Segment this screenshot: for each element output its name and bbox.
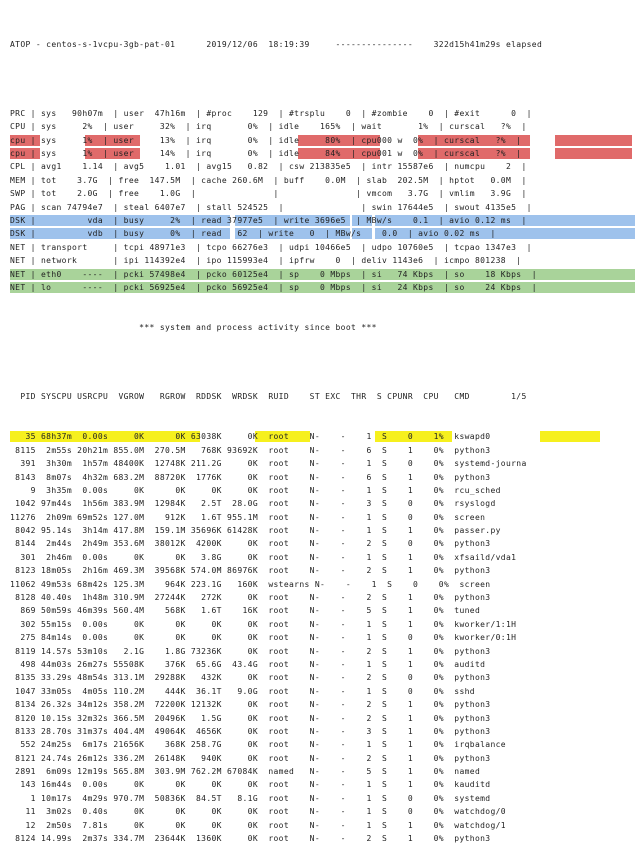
process-row [10, 551, 635, 564]
process-text: 8119 14.57s 53m10s 2.1G 1.8G 73236K 0K root N- - 2 S 1 0% python3 [10, 646, 491, 656]
process-row [10, 698, 635, 711]
process-column-header [10, 390, 635, 403]
atop-header-line [10, 38, 635, 51]
process-text: 143 16m44s 0.00s 0K 0K 0K 0K root N- - 1 S 1 0% kauditd [10, 780, 491, 790]
system-stat-row [10, 120, 635, 133]
system-stat-row [10, 107, 635, 120]
highlight-band [555, 148, 632, 159]
highlight-band [555, 135, 632, 146]
process-text: 869 50m59s 46m39s 560.4M 568K 1.6T 16K root N- - 5 S 1 0% tuned [10, 606, 481, 616]
process-row [10, 444, 635, 457]
process-text: 1047 33m05s 4m05s 110.2M 444K 36.1T 9.0G root N- - 1 S 0 0% sshd [10, 686, 475, 696]
process-text: 8128 40.40s 1h48m 310.9M 27244K 272K 0K root N- - 2 S 1 0% python3 [10, 593, 491, 603]
process-row [10, 497, 635, 510]
system-stat-row [10, 227, 635, 240]
process-row [10, 832, 635, 845]
system-stat-text: NET | lo ---- | pcki 56925e4 | pcko 56925e4 | sp 0 Mbps | si 24 Kbps | so 24 Kbps | [10, 282, 537, 292]
system-stat-row [10, 214, 635, 227]
process-list [10, 430, 635, 845]
system-stat-text: SWP | tot 2.0G | free 1.0G | | | vmcom 3.7G | vmlim 3.9G | [10, 189, 527, 199]
process-text: 11062 49m53s 68m42s 125.3M 964K 223.1G 160K wstearns N- - 1 S 0 0% screen [10, 579, 491, 589]
system-stat-row [10, 160, 635, 173]
process-row [10, 618, 635, 631]
process-text: 8144 2m44s 2h49m 353.6M 38012K 4200K 0K root N- - 2 S 0 0% python3 [10, 539, 491, 549]
atop-terminal [10, 11, 635, 859]
process-row [10, 645, 635, 658]
highlight-band [540, 431, 600, 442]
process-row [10, 524, 635, 537]
system-stat-text: PRC | sys 90h07m | user 47h16m | #proc 129 | #trsplu 0 | #zombie 0 | #exit 0 | [10, 108, 532, 118]
process-row [10, 537, 635, 550]
process-text: 301 2h46m 0.00s 0K 0K 3.8G 0K root N- - 1 S 1 0% xfsaild/vda1 [10, 552, 517, 562]
activity-title: *** system and process activity since boot *** [10, 323, 377, 333]
system-stat-text: cpu | sys 1% | user 13% | irq 0% | idle 80% | cpu000 w 0% | curscal ?% | [10, 135, 522, 145]
process-text: 8134 26.32s 34m12s 358.2M 72200K 12132K 0K root N- - 2 S 1 0% python3 [10, 700, 491, 710]
process-text: 8123 18m05s 2h16m 469.3M 39568K 574.0M 86976K root N- - 2 S 1 0% python3 [10, 566, 491, 576]
system-stat-row [10, 134, 635, 147]
process-text: 8124 14.99s 2m37s 334.7M 23644K 1360K 0K root N- - 2 S 1 0% python3 [10, 834, 491, 844]
process-row [10, 778, 635, 791]
process-text: 1042 97m44s 1h56m 383.9M 12984K 2.5T 28.0G root N- - 3 S 0 0% rsyslogd [10, 499, 496, 509]
system-stat-text: PAG | scan 74794e7 | steal 6407e7 | stall 524525 | | swin 17644e5 | swout 4135e5 | [10, 202, 532, 212]
process-row [10, 685, 635, 698]
process-row [10, 564, 635, 577]
process-row [10, 484, 635, 497]
process-text: 275 84m14s 0.00s 0K 0K 0K 0K root N- - 1 S 0 0% kworker/0:1H [10, 633, 517, 643]
process-row [10, 712, 635, 725]
system-stat-row [10, 174, 635, 187]
system-stat-row [10, 268, 635, 281]
process-text: 12 2m50s 7.81s 0K 0K 0K 0K root N- - 1 S 1 0% watchdog/1 [10, 820, 506, 830]
process-row [10, 471, 635, 484]
process-row [10, 738, 635, 751]
system-stat-row [10, 254, 635, 267]
process-text: 552 24m25s 6m17s 21656K 368K 258.7G 0K root N- - 1 S 1 0% irqbalance [10, 740, 506, 750]
process-text: 9 3h35m 0.00s 0K 0K 0K 0K root N- - 1 S 1 0% rcu_sched [10, 485, 501, 495]
process-row [10, 671, 635, 684]
process-row [10, 430, 635, 443]
process-row [10, 511, 635, 524]
system-stat-text: cpu | sys 1% | user 14% | irq 0% | idle 84% | cpu001 w 0% | curscal ?% | [10, 149, 522, 158]
process-text: 35 68h37m 0.00s 0K 0K 63038K 0K root N- - 1 S 0 1% kswapd0 [10, 432, 491, 442]
process-row [10, 765, 635, 778]
system-stats-section [10, 107, 635, 294]
process-row [10, 457, 635, 470]
process-text: 302 55m15s 0.00s 0K 0K 0K 0K root N- - 1 S 1 0% kworker/1:1H [10, 619, 517, 629]
process-text: 8133 28.70s 31m37s 404.4M 49064K 4656K 0K root N- - 3 S 1 0% python3 [10, 726, 491, 736]
process-row [10, 591, 635, 604]
process-text: 8143 8m07s 4h32m 683.2M 88720K 1776K 0K root N- - 6 S 1 0% python3 [10, 472, 491, 482]
header-text: ATOP - centos-s-1vcpu-3gb-pat-01 2019/12/06 18:19:39 --------------- 322d15h41m29s elapsed [10, 39, 543, 49]
process-text: 8121 24.74s 26m12s 336.2M 26148K 940K 0K root N- - 2 S 1 0% python3 [10, 753, 491, 763]
system-stat-text: DSK | vda | busy 2% | read 37977e5 | write 3696e5 | MBw/s 0.1 | avio 0.12 ms | [10, 215, 527, 225]
system-stat-row [10, 281, 635, 294]
process-row [10, 805, 635, 818]
system-stat-text: MEM | tot 3.7G | free 147.5M | cache 260.6M | buff 0.0M | slab 202.5M | hptot 0.0M | [10, 175, 527, 185]
process-row [10, 658, 635, 671]
process-text: 8135 33.29s 48m54s 313.1M 29288K 432K 0K root N- - 2 S 0 0% python3 [10, 673, 491, 683]
system-stat-text: NET | transport | tcpi 48971e3 | tcpo 66276e3 | udpi 10466e5 | udpo 10760e5 | tcpao 1347e3 | [10, 242, 532, 252]
process-row [10, 819, 635, 832]
activity-title-line [10, 321, 635, 334]
process-row [10, 631, 635, 644]
system-stat-row [10, 201, 635, 214]
system-stat-text: CPU | sys 2% | user 32% | irq 0% | idle 165% | wait 1% | curscal ?% | [10, 122, 527, 132]
process-row [10, 792, 635, 805]
system-stat-text: NET | eth0 ---- | pcki 57498e4 | pcko 60125e4 | sp 0 Mbps | si 74 Kbps | so 18 Kbps | [10, 269, 537, 279]
system-stat-text: DSK | vdb | busy 0% | read 62 | write 0 | MBw/s 0.0 | avio 0.02 ms | [10, 229, 496, 239]
system-stat-text: CPL | avg1 1.14 | avg5 1.01 | avg15 0.82 | csw 213835e5 | intr 15587e6 | numcpu 2 | [10, 162, 527, 172]
system-stat-row [10, 241, 635, 254]
process-text: 8042 95.14s 3h14m 417.8M 159.1M 35696K 61428K root N- - 1 S 1 0% passer.py [10, 526, 501, 536]
process-row [10, 752, 635, 765]
system-stat-row [10, 187, 635, 200]
process-header-text: PID SYSCPU USRCPU VGROW RGROW RDDSK WRDSK RUID ST EXC THR S CPUNR CPU CMD 1/5 [10, 392, 527, 402]
process-text: 11 3m02s 0.40s 0K 0K 0K 0K root N- - 1 S 0 0% watchdog/0 [10, 807, 506, 817]
process-row [10, 604, 635, 617]
process-row [10, 578, 635, 591]
process-text: 8120 10.15s 32m32s 366.5M 20496K 1.5G 0K root N- - 2 S 1 0% python3 [10, 713, 491, 723]
system-stat-row [10, 147, 635, 160]
system-stat-text: NET | network | ipi 114392e4 | ipo 115993e4 | ipfrw 0 | deliv 1143e6 | icmpo 801238 | [10, 256, 522, 266]
process-row [10, 725, 635, 738]
process-text: 391 3h30m 1h57m 48400K 12748K 211.2G 0K root N- - 1 S 0 0% systemd-journa [10, 459, 527, 469]
process-text: 498 44m03s 26m27s 55508K 376K 65.6G 43.4G root N- - 1 S 1 0% auditd [10, 659, 486, 669]
process-text: 8115 2m55s 20h21m 855.0M 270.5M 768K 93692K root N- - 6 S 1 0% python3 [10, 445, 491, 455]
process-text: 1 10m17s 4m29s 970.7M 50836K 84.5T 8.1G root N- - 1 S 0 0% systemd [10, 793, 491, 803]
process-text: 11276 2h09m 69m52s 127.0M 912K 1.6T 955.1M root N- - 1 S 0 0% screen [10, 512, 486, 522]
process-text: 2891 6m09s 12m19s 565.8M 303.9M 762.2M 67084K named N- - 5 S 1 0% named [10, 767, 481, 777]
